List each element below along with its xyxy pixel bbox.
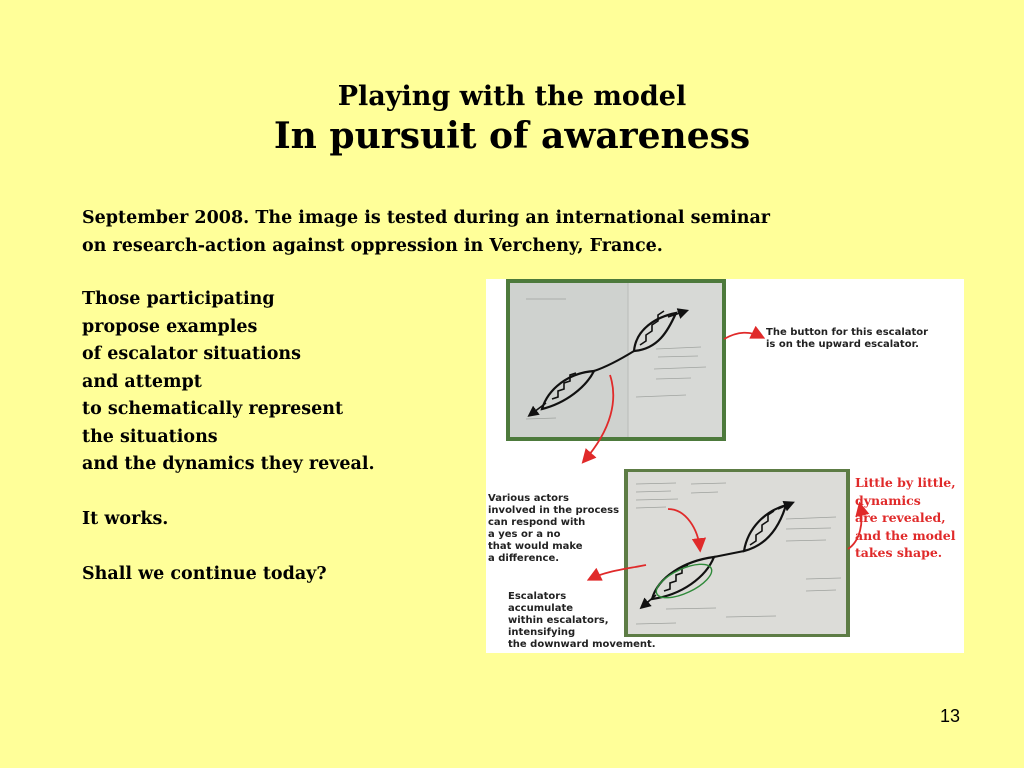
caption-line: can respond with xyxy=(488,517,586,528)
body-line: propose examples xyxy=(82,316,258,337)
body-line: to schematically represent xyxy=(82,399,344,419)
caption-line: are revealed, xyxy=(855,510,946,525)
intro-line: September 2008. The image is tested during an international seminar xyxy=(82,208,771,228)
caption-line: Escalators xyxy=(508,591,567,602)
caption-line: within escalators, xyxy=(508,615,609,626)
caption-escalator-button xyxy=(766,327,928,351)
caption-line: dynamics xyxy=(855,492,921,508)
photo-top xyxy=(506,279,726,441)
page-number: 13 xyxy=(939,706,960,726)
photo-bottom xyxy=(624,469,850,637)
caption-line: that would make xyxy=(488,541,583,552)
caption-various-actors xyxy=(488,493,619,565)
slide-title xyxy=(0,80,1024,158)
escalator-model-figure xyxy=(486,279,964,653)
body-line: Those participating xyxy=(82,289,275,309)
caption-line: The button for this escalator xyxy=(766,327,929,338)
caption-line: intensifying xyxy=(508,627,576,638)
caption-line: is on the upward escalator. xyxy=(766,339,919,350)
caption-line: accumulate xyxy=(508,603,573,614)
closing-line-2: Shall we continue today? xyxy=(82,564,327,584)
caption-line: involved in the process xyxy=(488,505,620,516)
caption-line: a yes or a no xyxy=(488,529,561,540)
intro-line: on research-action against oppression in Vercheny, France. xyxy=(82,236,663,256)
closing-line-1: It works. xyxy=(82,509,169,529)
caption-line: a difference. xyxy=(488,553,560,564)
caption-line: takes shape. xyxy=(855,545,943,560)
body-text xyxy=(82,286,482,589)
caption-line: Little by little, xyxy=(855,475,956,490)
body-line: the situations xyxy=(82,426,218,447)
caption-line: the downward movement. xyxy=(508,639,656,650)
title-line-2: In pursuit of awareness xyxy=(273,115,751,157)
title-line-1: Playing with the model xyxy=(337,81,687,112)
body-line: of escalator situations xyxy=(82,344,301,364)
body-line: and the dynamics they reveal. xyxy=(82,454,375,474)
caption-escalators-accumulate xyxy=(508,591,656,651)
caption-line: and the model xyxy=(855,527,956,543)
caption-line: Various actors xyxy=(488,493,569,504)
intro-paragraph xyxy=(82,204,942,260)
body-line: and attempt xyxy=(82,371,202,392)
caption-dynamics xyxy=(855,474,956,562)
